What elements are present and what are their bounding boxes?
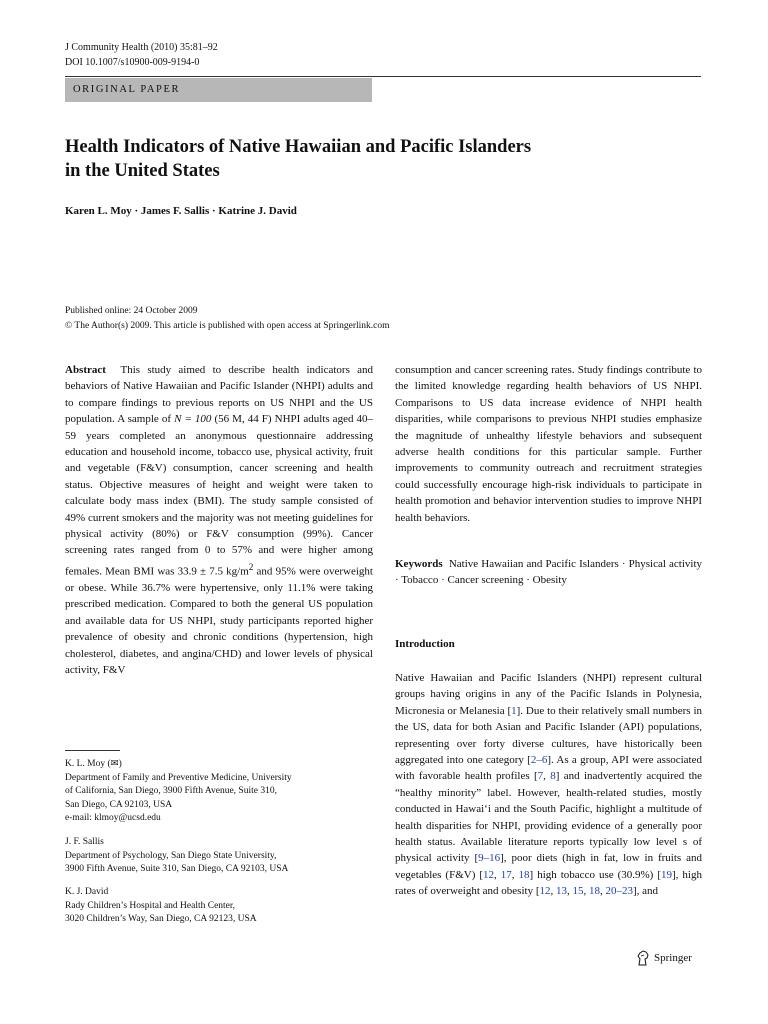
affiliation-sallis bbox=[65, 836, 365, 877]
abstract-text-3: and 95% were overweight or obese. While 36.7% were hypertensive, only 11.1% were taking prescribed medication. Compared to both the general US population and available data for US NHPI, study participants reported higher prevalence of obesity and chronic conditions (hypertension, high cholesterol, diabetes, and angina/CHD) and lower levels of physical activity, F&V bbox=[65, 565, 373, 676]
affiliation-line: Department of Family and Preventive Medicine, University bbox=[65, 772, 292, 783]
publication-info bbox=[65, 304, 390, 334]
affiliation-name: K. L. Moy (✉) bbox=[65, 759, 122, 769]
intro-text: ]. Due to their relatively small numbers in the US, data for both Asian and Pacific Islander (API) populations, representing over forty diverse cultures, have historically been aggregated into one category [ bbox=[395, 704, 703, 767]
abstract-continuation: consumption and cancer screening rates. Study findings contribute to the limited knowledge regarding health behaviors of US NHPI. Comparisons to US data increase evidence of NHPI health disparities, while comparisons to previous NHPI studies emphasize the magnitude of unhealthy lifestyle behaviors and subsequent adverse health conditions for this particular sample. Further improvements to community outreach and recruitment strategies could successfully encourage high-risk individuals to participate in health promotion and behavior intervention studies to improve NHPI health behaviors. bbox=[395, 364, 702, 524]
affiliation-line: 3900 Fifth Avenue, Suite 310, San Diego, CA 92103, USA bbox=[65, 864, 289, 875]
sample-size: N = 100 bbox=[174, 413, 212, 426]
header-rule bbox=[65, 76, 701, 77]
affiliation-email[interactable]: e-mail: klmoy@ucsd.edu bbox=[65, 813, 161, 824]
intro-text: , bbox=[566, 885, 573, 898]
intro-text: ], poor diets (high in fat, low in fruits and vegetables (F&V) [ bbox=[395, 852, 702, 881]
citation-link[interactable]: 2–6 bbox=[530, 754, 548, 767]
intro-text: , bbox=[550, 885, 556, 898]
introduction-heading: Introduction bbox=[395, 638, 455, 650]
author-list: Karen L. Moy · James F. Sallis · Katrine J. David bbox=[65, 205, 297, 217]
affiliation-line: San Diego, CA 92103, USA bbox=[65, 799, 173, 810]
introduction-text bbox=[395, 670, 702, 900]
affiliation-name: K. J. David bbox=[65, 887, 109, 897]
abstract-text-2: (56 M, 44 F) NHPI adults aged 40–59 years completed an anonymous questionnaire addressing education and household income, tobacco use, physical activity, fruit and vegetable (F&V) consumption, cancer screening and health status. Objective measures of height and weight were taken to calculate body mass index (BMI). The study sample consisted of 49% current smokers and the majority was not meeting guidelines for physical activity (80%) or F&V consumption (99%). Cancer screening rates ranged from 0 to 57% and were higher among females. Mean BMI was 33.9 ± 7.5 kg/m bbox=[65, 413, 373, 578]
intro-text: ] high tobacco use (30.9%) [ bbox=[529, 868, 662, 881]
citation-link[interactable]: 7 bbox=[537, 770, 544, 783]
abstract-text-1: This study aimed to describe health indicators and behaviors of Native Hawaiian and Pacific Islander (NHPI) adults and to compare findings to previous reports on US NHPI and the US population. A sample of bbox=[65, 364, 374, 426]
abstract-label: Abstract bbox=[65, 364, 106, 376]
journal-line: J Community Health (2010) 35:81–92 bbox=[65, 42, 218, 53]
publisher-name: Springer bbox=[654, 952, 692, 964]
citation-link[interactable]: 17 bbox=[500, 868, 512, 881]
intro-text: ]. As a group, API were associated with favorable health profiles [ bbox=[395, 754, 702, 783]
title-line-2: in the United States bbox=[65, 161, 220, 181]
doi-line: DOI 10.1007/s10900-009-9194-0 bbox=[65, 57, 200, 68]
citation-link[interactable]: 1 bbox=[511, 704, 517, 717]
citation-link[interactable]: 19 bbox=[661, 868, 673, 881]
journal-citation bbox=[65, 40, 218, 70]
keywords-label: Keywords bbox=[395, 558, 443, 570]
intro-text: , bbox=[583, 885, 589, 898]
intro-text: ], high rates of overweight and obesity [ bbox=[395, 868, 702, 898]
published-date: Published online: 24 October 2009 bbox=[65, 306, 198, 316]
affiliation-moy bbox=[65, 758, 365, 826]
title-line-1: Health Indicators of Native Hawaiian and Pacific Islanders bbox=[65, 137, 532, 157]
intro-text: ], and bbox=[632, 885, 659, 898]
introduction-paragraph bbox=[395, 670, 702, 900]
citation-link[interactable]: 18 bbox=[588, 885, 600, 898]
article-title bbox=[65, 135, 685, 183]
citation-link[interactable]: 18 bbox=[518, 868, 530, 881]
intro-text: , bbox=[599, 885, 606, 898]
intro-text: Native Hawaiian and Pacific Islanders (NHPI) represent cultural groups having origins in any of the Pacific Islands in Polynesia, Micronesia or Melanesia [ bbox=[395, 672, 702, 717]
superscript: 2 bbox=[248, 561, 254, 572]
affiliation-line: Rady Children’s Hospital and Health Center, bbox=[65, 900, 236, 911]
affiliation-line: Department of Psychology, San Diego State University, bbox=[65, 850, 277, 861]
citation-link[interactable]: 20–23 bbox=[605, 885, 633, 898]
publisher-logo bbox=[636, 950, 692, 966]
citation-link[interactable]: 13 bbox=[555, 885, 567, 898]
intro-text: , bbox=[543, 770, 551, 783]
affiliation-separator bbox=[65, 750, 120, 751]
intro-text: , bbox=[511, 868, 519, 881]
citation-link[interactable]: 8 bbox=[550, 770, 556, 783]
abstract-paragraph bbox=[65, 362, 373, 678]
abstract-right-column bbox=[395, 362, 702, 526]
springer-horse-icon bbox=[636, 950, 650, 966]
citation-link[interactable]: 12 bbox=[483, 868, 495, 881]
affiliation-line: 3020 Children’s Way, San Diego, CA 92123, USA bbox=[65, 914, 257, 925]
article-type-ribbon: ORIGINAL PAPER bbox=[65, 78, 372, 102]
intro-text: ] and inadvertently acquired the “healthy minority” label. However, health-related studies, mostly conducted in Hawai‘i and the South Pacific, highlight a multitude of health disparities for NHPI, providing evidence of a generally poor health status. Available literature reports typically low level s of physical activity [ bbox=[395, 770, 703, 865]
intro-text: , bbox=[494, 868, 501, 881]
copyright-line: © The Author(s) 2009. This article is published with open access at Springerlink.com bbox=[65, 321, 390, 331]
affiliation-line: of California, San Diego, 3900 Fifth Avenue, Suite 310, bbox=[65, 786, 277, 797]
keywords-text: Native Hawaiian and Pacific Islanders · Physical activity · Tobacco · Cancer screening · Obesity bbox=[395, 558, 703, 587]
affiliation-david bbox=[65, 886, 365, 927]
citation-link[interactable]: 15 bbox=[572, 885, 584, 898]
affiliation-name: J. F. Sallis bbox=[65, 837, 104, 847]
citation-link[interactable]: 9–16 bbox=[478, 852, 501, 865]
keywords-block bbox=[395, 556, 702, 589]
abstract-left-column bbox=[65, 362, 373, 678]
citation-link[interactable]: 12 bbox=[539, 885, 551, 898]
